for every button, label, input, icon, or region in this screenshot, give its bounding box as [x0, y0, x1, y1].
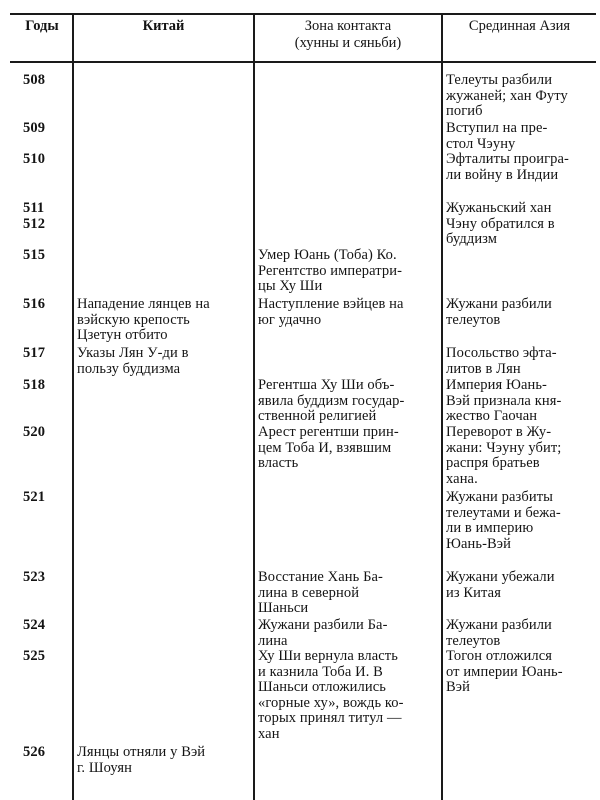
- year-510: 510: [23, 151, 46, 167]
- header-central-asia: Срединная Азия: [468, 18, 571, 34]
- china-entry-516: Нападение лянцев на вэйскую крепость Цзетун отбито: [77, 296, 210, 344]
- asia-entry-518: Империя Юань- Вэй признала кня- жество Гаочан: [446, 377, 562, 425]
- year-520: 520: [23, 424, 46, 440]
- column-divider-2: [253, 13, 255, 800]
- column-divider-1: [72, 13, 74, 800]
- contact-entry-516: Наступление вэйцев на юг удачно: [258, 296, 404, 328]
- asia-entry-517: Посольство эфта- литов в Лян: [446, 345, 557, 377]
- year-511: 511: [23, 200, 45, 216]
- header-contact-zone: Зона контакта (хунны и сяньби): [294, 18, 402, 51]
- asia-entry-525: Тогон отложился от империи Юань- Вэй: [446, 648, 563, 696]
- asia-entry-521: Жужани разбиты телеутами и бежа- ли в империю Юань-Вэй: [446, 489, 561, 552]
- china-entry-526: Лянцы отняли у Вэй г. Шоуян: [77, 744, 206, 776]
- header-years: Годы: [25, 18, 59, 34]
- year-515: 515: [23, 247, 46, 263]
- china-entry-517: Указы Лян У-ди в пользу буддизма: [77, 345, 189, 377]
- contact-entry-523: Восстание Хань Ба- лина в северной Шаньси: [258, 569, 383, 617]
- asia-entry-523: Жужани убежали из Китая: [446, 569, 555, 601]
- year-526: 526: [23, 744, 46, 760]
- asia-entry-508: Телеуты разбили жужаней; хан Футу погиб: [446, 72, 568, 120]
- asia-entry-510: Эфталиты проигра- ли войну в Индии: [446, 151, 569, 183]
- contact-entry-515: Умер Юань (Тоба) Ко. Регентство императри- цы Ху Ши: [258, 247, 403, 295]
- asia-entry-516: Жужани разбили телеутов: [446, 296, 552, 328]
- year-509: 509: [23, 120, 46, 136]
- year-524: 524: [23, 617, 46, 633]
- header-china: Китай: [142, 18, 185, 34]
- asia-entry-511: Жужаньский хан Чэну обратился в буддизм: [446, 200, 555, 248]
- contact-entry-518: Регентша Ху Ши объ- явила буддизм государ- ственной религией: [258, 377, 405, 425]
- asia-entry-524: Жужани разбили телеутов: [446, 617, 552, 649]
- year-521: 521: [23, 489, 46, 505]
- year-512: 512: [23, 216, 46, 232]
- year-517: 517: [23, 345, 46, 361]
- year-518: 518: [23, 377, 46, 393]
- top-rule: [10, 13, 596, 15]
- year-508: 508: [23, 72, 46, 88]
- contact-entry-524: Жужани разбили Ба- лина: [258, 617, 388, 649]
- header-rule: [10, 61, 596, 63]
- contact-entry-520: Арест регентши прин- цем Тоба И, взявшим власть: [258, 424, 399, 472]
- column-divider-3: [441, 13, 443, 800]
- contact-entry-525: Ху Ши вернула власть и казнила Тоба И. В Шаньси отложились «горные ху», вождь ко- торых принял титул — хан: [258, 648, 404, 742]
- year-516: 516: [23, 296, 46, 312]
- year-523: 523: [23, 569, 46, 585]
- year-525: 525: [23, 648, 46, 664]
- asia-entry-520: Переворот в Жу- жани: Чэуну убит; распря братьев хана.: [446, 424, 562, 487]
- asia-entry-509: Вступил на пре- стол Чэуну: [446, 120, 548, 152]
